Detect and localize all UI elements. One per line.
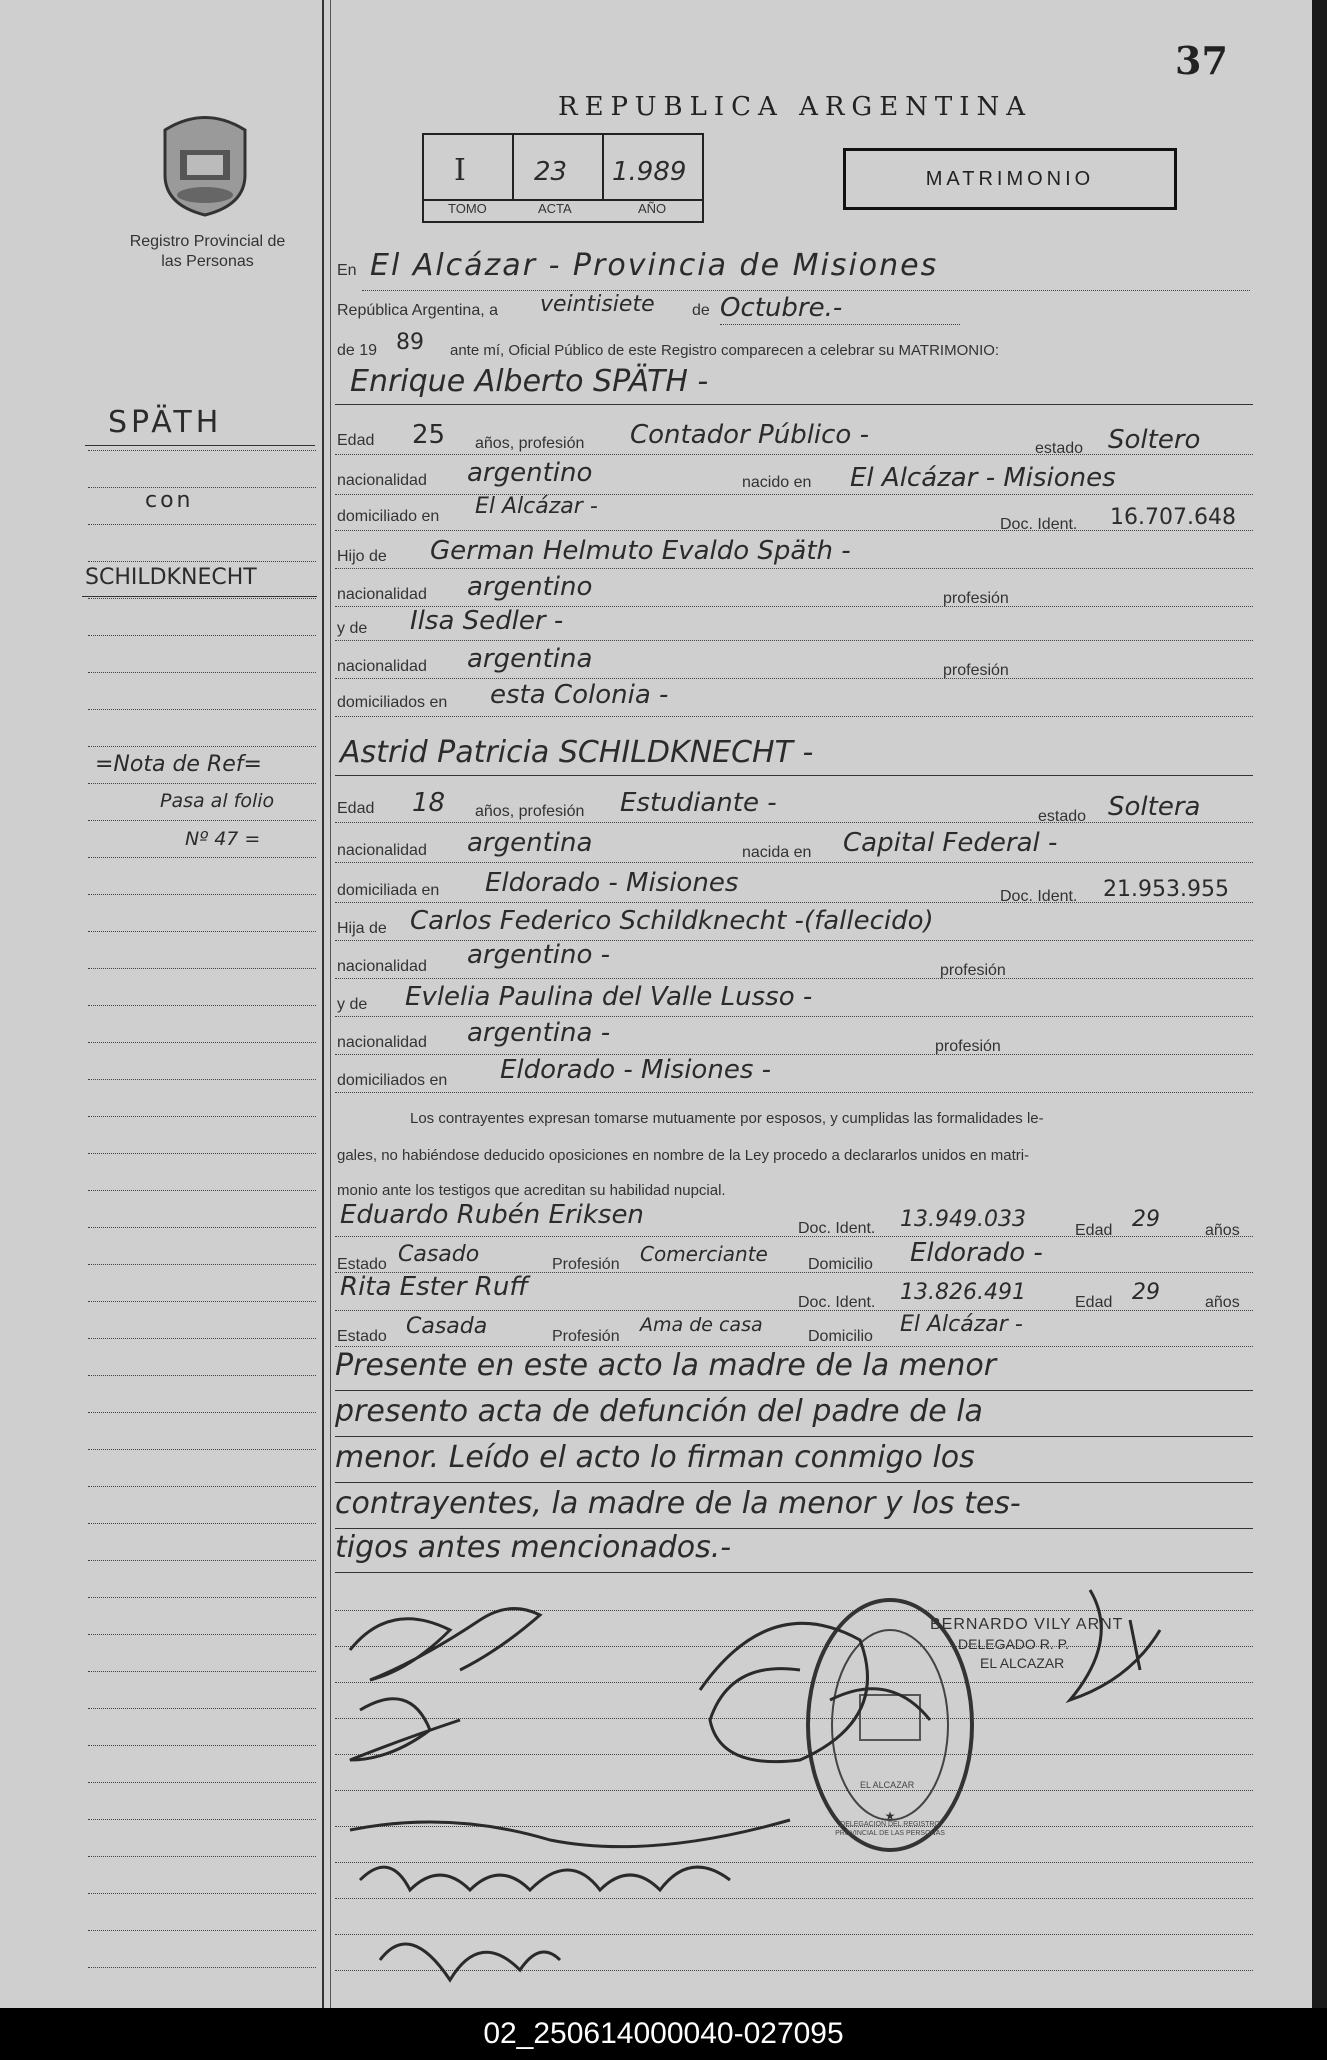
groom-nat: argentino	[467, 458, 593, 488]
margin-ruled-line	[88, 598, 316, 599]
margin-ruled-line	[88, 1449, 316, 1450]
w2-age: 29	[1132, 1280, 1160, 1305]
margin-ruled-line	[88, 1745, 316, 1746]
label-hija: Hija de	[337, 920, 387, 937]
label-nac-g: nacionalidad	[337, 472, 427, 489]
margin-ruled-line	[88, 857, 316, 858]
margin-ruled-line	[88, 1412, 316, 1413]
groom-doc: 16.707.648	[1110, 505, 1236, 530]
label-prof-bm: profesión	[935, 1038, 1001, 1055]
stamp-place: EL ALCAZAR	[980, 1655, 1065, 1671]
margin-groom-surname: SPÄTH	[108, 405, 223, 440]
book-spine	[1312, 0, 1327, 2008]
country-title: REPUBLICA ARGENTINA	[558, 92, 1033, 122]
label-edad-g: Edad	[337, 432, 375, 449]
groom-prof: Contador Público -	[630, 420, 869, 450]
bride-dom: Eldorado - Misiones	[485, 868, 739, 898]
margin-ruled-line	[88, 524, 316, 525]
margin-ruled-line	[88, 1856, 316, 1857]
margin-ruled-line	[88, 450, 316, 451]
bride-doc: 21.953.955	[1103, 877, 1229, 902]
label-estado-w2: Estado	[337, 1328, 387, 1345]
label-doc-w2: Doc. Ident.	[798, 1294, 876, 1311]
label-yde-b: y de	[337, 996, 368, 1013]
bride-birth: Capital Federal -	[843, 828, 1058, 858]
label-dom-w2: Domicilio	[808, 1328, 873, 1345]
margin-con: con	[145, 488, 194, 513]
label-nacido: nacido en	[742, 474, 812, 491]
label-nac-bm: nacionalidad	[337, 1034, 427, 1051]
text-contrayentes: Los contrayentes expresan tomarse mutuamente por esposos, y cumplidas las formalidades le-	[410, 1110, 1044, 1127]
margin-note-2: Pasa al folio	[160, 790, 275, 812]
province-seal	[155, 110, 255, 220]
label-domiciliados-g: domiciliados en	[337, 694, 448, 711]
note-line-5: tigos antes mencionados.-	[335, 1530, 732, 1565]
acta-label: ACTA	[538, 201, 572, 216]
margin-ruled-line	[88, 709, 316, 710]
footer-id: 02_250614000040-027095	[0, 2008, 1327, 2060]
page-number: 37	[1175, 38, 1228, 83]
margin-ruled-line	[88, 635, 316, 636]
label-rep: República Argentina, a	[337, 302, 498, 319]
margin-ruled-line	[88, 1560, 316, 1561]
label-edad-b: Edad	[337, 800, 375, 817]
groom-father: German Helmuto Evaldo Späth -	[430, 536, 851, 566]
text-gales: gales, no habiéndose deducido oposiciones en nombre de la Ley procedo a declararlos unidos en matri-	[337, 1147, 1030, 1164]
label-estado-b: estado	[1038, 808, 1087, 825]
label-prof-gf: profesión	[943, 590, 1009, 607]
margin-bride-surname: SCHILDKNECHT	[85, 565, 257, 590]
seal-inner-text: EL ALCAZAR	[860, 1780, 915, 1790]
groom-parents-dom: esta Colonia -	[490, 680, 669, 710]
bride-prof: Estudiante -	[620, 788, 777, 818]
text-monio: monio ante los testigos que acreditan su habilidad nupcial.	[337, 1182, 726, 1199]
ano-value: 1.989	[612, 157, 687, 187]
doc-type: MATRIMONIO	[925, 168, 1095, 190]
margin-ruled-line	[88, 1227, 316, 1228]
groom-mother: Ilsa Sedler -	[410, 606, 564, 636]
margin-ruled-line	[88, 1819, 316, 1820]
label-estado-g: estado	[1035, 440, 1084, 457]
label-anos-prof-g: años, profesión	[475, 435, 585, 452]
margin-ruled-line	[88, 1967, 316, 1968]
label-prof-w1: Profesión	[552, 1256, 620, 1273]
label-yde-g: y de	[337, 620, 368, 637]
w2-doc: 13.826.491	[900, 1280, 1026, 1305]
bride-father-nat: argentino -	[467, 940, 611, 970]
margin-ruled-line	[88, 1338, 316, 1339]
margin-ruled-line	[88, 1523, 316, 1524]
svg-text:★: ★	[884, 1809, 896, 1823]
year: 89	[396, 330, 424, 355]
margin-ruled-line	[88, 672, 316, 673]
margin-ruled-line	[88, 561, 316, 562]
margin-ruled-line	[88, 1301, 316, 1302]
label-prof-bf: profesión	[940, 962, 1006, 979]
note-line-2: presento acta de defunción del padre de la	[335, 1394, 983, 1429]
w1-doc: 13.949.033	[900, 1207, 1026, 1232]
note-line-1: Presente en este acto la madre de la menor	[335, 1348, 997, 1383]
margin-note-1: =Nota de Ref=	[95, 752, 262, 777]
day: veintisiete	[540, 292, 655, 317]
margin-divider	[322, 0, 324, 2008]
margin-ruled-line	[88, 1708, 316, 1709]
margin-ruled-line	[88, 1597, 316, 1598]
label-prof-gm: profesión	[943, 662, 1009, 679]
w2-status: Casada	[406, 1314, 488, 1339]
label-prof-w2: Profesión	[552, 1328, 620, 1345]
bride-mother-nat: argentina -	[467, 1018, 611, 1048]
margin-ruled-line	[88, 894, 316, 895]
margin-ruled-line	[88, 1116, 316, 1117]
w1-age: 29	[1132, 1207, 1160, 1232]
margin-ruled-line	[88, 1042, 316, 1043]
groom-mother-nat: argentina	[467, 644, 593, 674]
margin-ruled-line	[88, 1153, 316, 1154]
bride-status: Soltera	[1108, 792, 1201, 822]
label-de: de	[692, 302, 710, 319]
note-line-4: contrayentes, la madre de la menor y los tes-	[335, 1486, 1021, 1521]
place: El Alcázar - Provincia de Misiones	[370, 248, 939, 283]
w1-name: Eduardo Rubén Eriksen	[340, 1200, 644, 1230]
label-nacida: nacida en	[742, 844, 812, 861]
label-dom-w1: Domicilio	[808, 1256, 873, 1273]
bride-parents-dom: Eldorado - Misiones -	[500, 1055, 772, 1085]
margin-ruled-line	[88, 1264, 316, 1265]
margin-ruled-line	[88, 931, 316, 932]
label-dom-b: domiciliada en	[337, 882, 440, 899]
groom-status: Soltero	[1108, 425, 1201, 455]
margin-ruled-line	[88, 783, 316, 784]
month: Octubre.-	[720, 293, 843, 323]
groom-father-nat: argentino	[467, 572, 593, 602]
w2-prof: Ama de casa	[640, 1314, 763, 1336]
label-doc-g: Doc. Ident.	[1000, 516, 1078, 533]
acta-value: 23	[534, 157, 568, 187]
tomo-label: TOMO	[448, 201, 487, 216]
label-dom-g: domiciliado en	[337, 508, 440, 525]
registry-name: Registro Provincial de las Personas	[129, 233, 286, 270]
w1-prof: Comerciante	[640, 1242, 768, 1266]
label-doc-b: Doc. Ident.	[1000, 888, 1078, 905]
label-de19: de 19	[337, 342, 378, 359]
note-line-3: menor. Leído el acto lo firman conmigo los	[335, 1440, 975, 1475]
label-anos-prof-b: años, profesión	[475, 803, 585, 820]
margin-ruled-line	[88, 1079, 316, 1080]
margin-ruled-line	[88, 746, 316, 747]
margin-ruled-line	[88, 1782, 316, 1783]
w2-name: Rita Ester Ruff	[340, 1272, 529, 1302]
tomo-value: I	[454, 153, 466, 188]
label-edad-w1: Edad	[1075, 1222, 1113, 1239]
bride-nat: argentina	[467, 828, 593, 858]
margin-ruled-line	[88, 487, 316, 488]
groom-age: 25	[412, 420, 446, 450]
label-domiciliados-b: domiciliados en	[337, 1072, 448, 1089]
margin-ruled-line	[88, 1893, 316, 1894]
margin-ruled-line	[88, 1375, 316, 1376]
label-nac-gf: nacionalidad	[337, 586, 427, 603]
stamp-name: BERNARDO VILY ARNT	[930, 1616, 1124, 1633]
label-doc-w1: Doc. Ident.	[798, 1220, 876, 1237]
bride-name: Astrid Patricia SCHILDKNECHT -	[340, 735, 814, 770]
label-edad-w2: Edad	[1075, 1294, 1113, 1311]
margin-ruled-line	[88, 968, 316, 969]
doc-type-box	[843, 148, 1177, 210]
bride-mother: Evlelia Paulina del Valle Lusso -	[405, 982, 813, 1012]
label-anos-w1: años	[1205, 1222, 1240, 1239]
margin-ruled-line	[88, 820, 316, 821]
label-nac-bf: nacionalidad	[337, 958, 427, 975]
margin-ruled-line	[88, 1634, 316, 1635]
margin-ruled-line	[88, 1930, 316, 1931]
signature-scribbles	[330, 1560, 1260, 2000]
label-nac-b: nacionalidad	[337, 842, 427, 859]
book-table	[422, 133, 704, 223]
w2-dom: El Alcázar -	[900, 1312, 1023, 1337]
groom-name: Enrique Alberto SPÄTH -	[350, 364, 709, 399]
bride-age: 18	[412, 788, 446, 818]
margin-ruled-line	[88, 1005, 316, 1006]
margin-ruled-line	[88, 1190, 316, 1191]
w1-dom: Eldorado -	[910, 1238, 1043, 1268]
groom-dom: El Alcázar -	[475, 494, 598, 519]
seal-ring-text: DELEGACION DEL REGISTRO PROVINCIAL DE LAS PERSONAS	[835, 1821, 945, 1837]
stamp-role: DELEGADO R. P.	[958, 1636, 1070, 1652]
margin-note-3: Nº 47 =	[185, 828, 261, 850]
label-estado-w1: Estado	[337, 1256, 387, 1273]
bride-father: Carlos Federico Schildknecht -(fallecido)	[410, 906, 934, 936]
label-en: En	[337, 262, 357, 279]
label-hijo: Hijo de	[337, 548, 387, 565]
label-ante: ante mí, Oficial Público de este Registro comparecen a celebrar su MATRIMONIO:	[450, 342, 1000, 359]
label-anos-w2: años	[1205, 1294, 1240, 1311]
groom-birth: El Alcázar - Misiones	[850, 463, 1116, 493]
w1-status: Casado	[398, 1242, 480, 1267]
margin-ruled-line	[88, 1486, 316, 1487]
ano-label: AÑO	[638, 201, 667, 216]
label-nac-gm: nacionalidad	[337, 658, 427, 675]
margin-ruled-line	[88, 1671, 316, 1672]
